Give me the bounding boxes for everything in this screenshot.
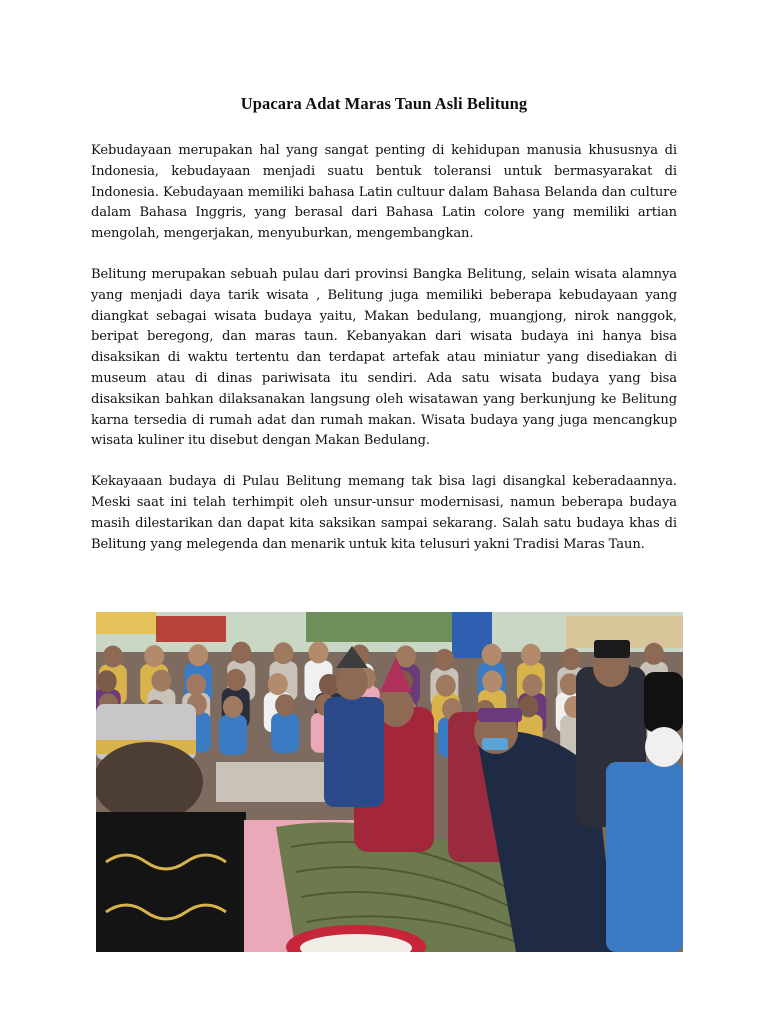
- crowd-person-head: [103, 645, 123, 667]
- crowd-person-head: [151, 670, 171, 692]
- crowd-person-head: [644, 643, 664, 665]
- photo-purple-headband: [478, 708, 522, 722]
- crowd-person-head: [522, 674, 542, 696]
- crowd-person-head: [434, 649, 454, 671]
- ceremony-photo: [96, 612, 683, 952]
- crowd-person-head: [226, 669, 246, 691]
- ceremony-photo-illustration: [96, 612, 683, 952]
- photo-trees: [306, 612, 456, 642]
- crowd-person-head: [521, 644, 541, 666]
- crowd-person-head: [436, 675, 456, 697]
- crowd-person-head: [482, 644, 502, 666]
- crowd-person-head: [319, 674, 339, 696]
- crowd-person-head: [188, 644, 208, 666]
- crowd-person-head: [97, 670, 117, 692]
- crowd-person-head: [186, 674, 206, 696]
- photo-food-table: [216, 762, 326, 802]
- photo-blue-shirt-man: [324, 697, 384, 807]
- document-body: [91, 141, 677, 575]
- paragraph-3: Kekayaaan budaya di Pulau Belitung memang tak bisa lagi disangkal keberadaannya. Meski saat ini telah terhimpit oleh unsur-unsur modernisasi, namun beberapa budaya masih dilestarikan dan dapat kita saksikan sampai sekarang. Salah satu budaya khas di Belitung yang melegenda dan menarik untuk kita telusuri yakni Tradisi Maras Taun.: [91, 474, 677, 552]
- photo-head-back: [96, 742, 203, 822]
- crowd-person-head: [268, 673, 288, 695]
- photo-face-mask: [482, 738, 508, 750]
- photo-yellow-building: [96, 612, 156, 634]
- crowd-person-head: [273, 642, 293, 664]
- document-title: Upacara Adat Maras Taun Asli Belitung: [240, 94, 528, 113]
- crowd-person-head: [561, 648, 581, 670]
- crowd-person-head: [144, 645, 164, 667]
- crowd-person-body: [271, 713, 299, 753]
- photo-black-songkok: [96, 812, 246, 952]
- paragraph-1: Kebudayaan merupakan hal yang sangat penting di kehidupan manusia khususnya di Indonesia, kebudayaan menjadi suatu bentuk toleransi untuk bermasyarakat di Indonesia. Kebudayaan memiliki bahasa Latin cultuur dalam Bahasa Belanda dan culture dalam Bahasa Inggris, yang berasal dari Bahasa Latin colore yang memiliki artian mengolah, mengerjakan, menyuburkan, mengembangkan.: [91, 143, 677, 242]
- paragraph-2: Belitung merupakan sebuah pulau dari provinsi Bangka Belitung, selain wisata alamnya yang menjadi daya tarik wisata , Belitung juga memiliki beberapa kebudayaan yang diangkat sebagai wisata budaya yaitu, Makan bedulang, muangjong, nirok nanggok, beripat beregong, dan maras taun. Kebanyakan dari wisata budaya ini hanya bisa disaksikan di waktu tertentu dan terdapat artefak atau miniatur yang disediakan di museum atau di dinas pariwisata itu sendiri. Ada satu wisata budaya yang bisa disaksikan bahkan dilaksanakan langsung oleh wisatawan yang berkunjung ke Belitung karna tersedia di rumah adat dan rumah makan. Wisata budaya yang juga mencangkup wisata kuliner itu disebut dengan Makan Bedulang.: [91, 266, 677, 449]
- crowd-person-head: [482, 671, 502, 693]
- crowd-person-head: [275, 694, 295, 716]
- photo-red-roof: [156, 616, 226, 642]
- crowd-person-head: [231, 642, 251, 664]
- crowd-person-body: [219, 715, 247, 755]
- crowd-person-head: [308, 641, 328, 663]
- crowd-person-head: [223, 696, 243, 718]
- photo-light-blue-shirt: [606, 762, 683, 952]
